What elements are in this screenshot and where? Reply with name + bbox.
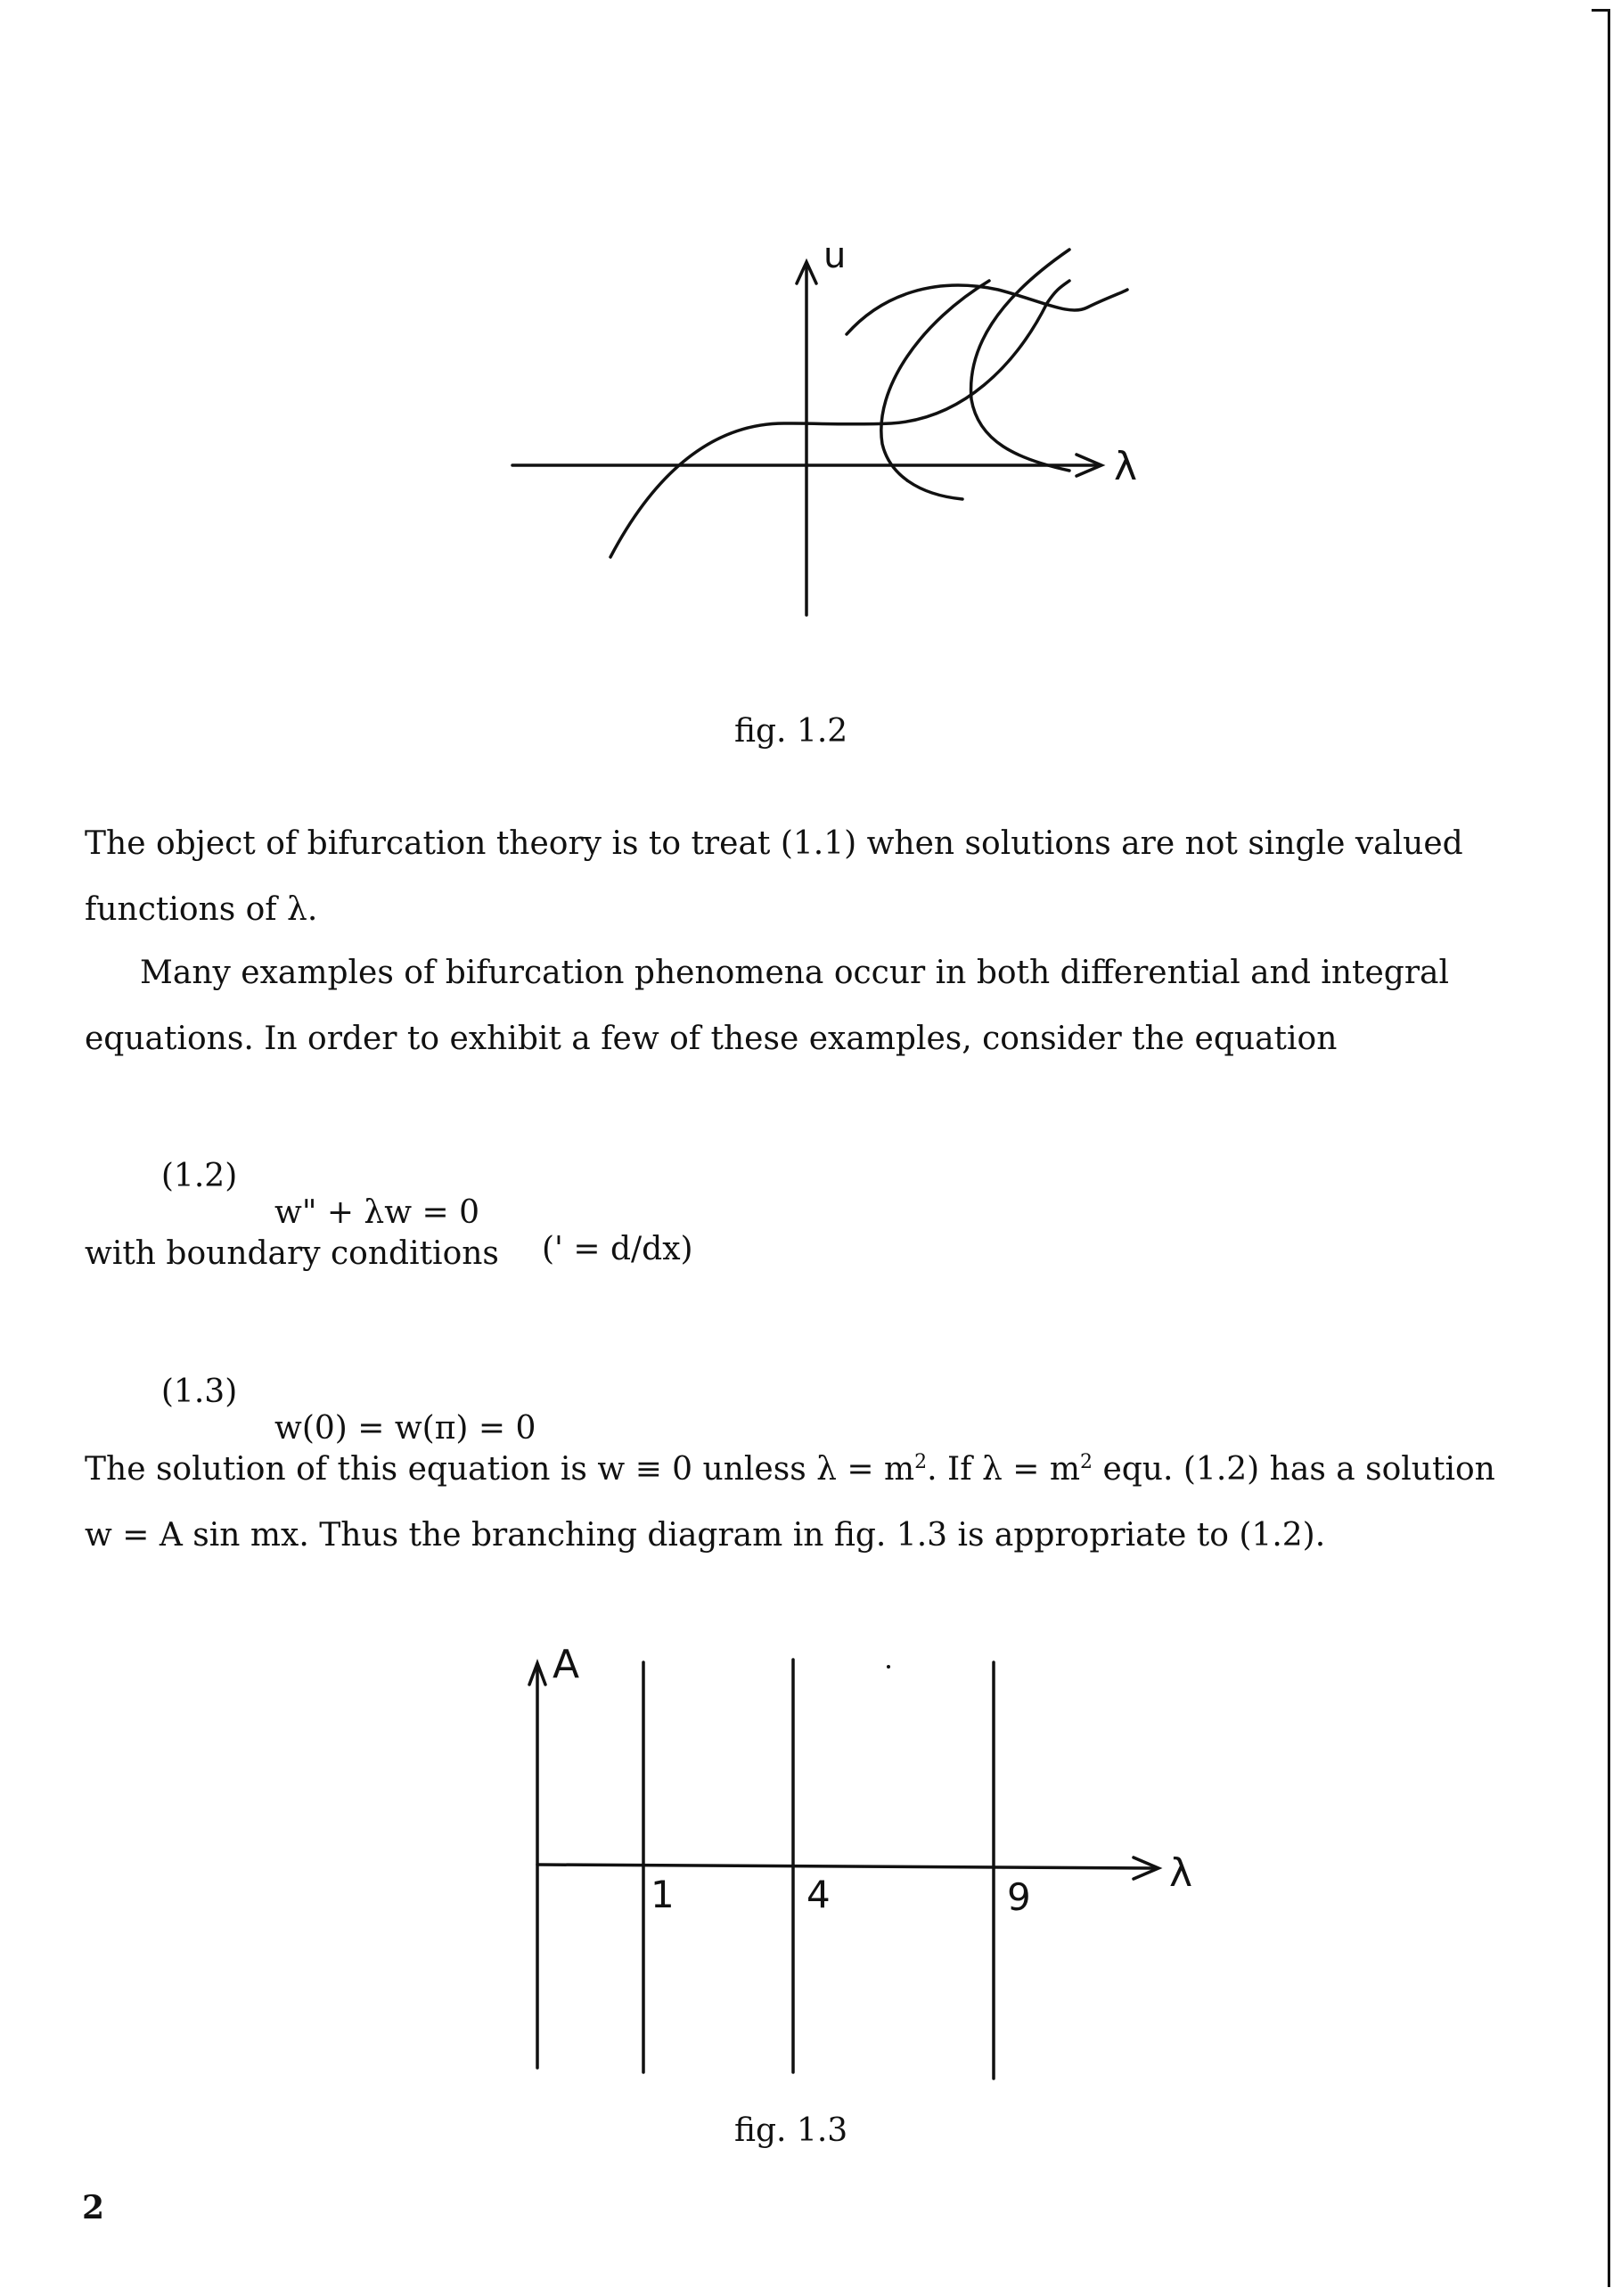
fig12-curve-upper xyxy=(847,285,1127,334)
solution-sup-2: 2 xyxy=(1080,1451,1093,1473)
fig13-axis-lambda-label: λ xyxy=(1169,1850,1193,1896)
figure-1-3 xyxy=(499,1640,1230,2086)
fig13-tick-9: 9 xyxy=(1007,1875,1031,1919)
fig13-tick-1: 1 xyxy=(651,1873,675,1916)
equation-1-2-note: (' = d/dx) xyxy=(542,1231,693,1267)
fig13-stray-dot xyxy=(887,1665,890,1669)
equation-1-2-label: (1.2) xyxy=(160,1158,238,1194)
fig12-curve-main xyxy=(610,281,1069,557)
fig12-axis-lambda-label: λ xyxy=(1114,444,1138,489)
fig13-caption: fig. 1.3 xyxy=(734,2112,848,2149)
fig13-lambda-axis xyxy=(537,1865,1154,1868)
equation-1-3-body: w(0) = w(π) = 0 xyxy=(274,1410,536,1447)
paragraph-3: with boundary conditions xyxy=(85,1235,499,1272)
fig12-caption: fig. 1.2 xyxy=(734,713,848,750)
page-number: 2 xyxy=(82,2189,105,2226)
equation-1-3 xyxy=(141,1337,536,1447)
paragraph-2: Many examples of bifurcation phenomena occur in both differential and integral equations. In order to exhibit a few of these examples, consider the equation xyxy=(85,955,1450,1057)
page-edge-line xyxy=(1608,9,1610,2287)
paragraph-1: The object of bifurcation theory is to treat (1.1) when solutions are not single valued functions of λ. xyxy=(85,825,1463,928)
solution-text-3: equ. (1.2) has a solution w = A sin mx. Thus the branching diagram in fig. 1.3 is appropriate to (1.2). xyxy=(85,1451,1495,1554)
fig12-axis-u-label: u xyxy=(823,241,847,276)
equation-1-2-body: w" + λw = 0 xyxy=(274,1194,480,1231)
page-edge-top xyxy=(1592,9,1609,12)
fig13-tick-4: 4 xyxy=(806,1873,831,1916)
solution-text-2: . If λ = m xyxy=(927,1451,1081,1488)
fig13-axis-A-label: A xyxy=(553,1642,580,1687)
equation-1-3-label: (1.3) xyxy=(160,1374,238,1410)
figure-1-2 xyxy=(499,241,1176,633)
paragraph-solution xyxy=(85,1437,1528,1569)
solution-text-1: The solution of this equation is w ≡ 0 unless λ = m xyxy=(85,1451,915,1488)
solution-sup-1: 2 xyxy=(914,1451,928,1473)
